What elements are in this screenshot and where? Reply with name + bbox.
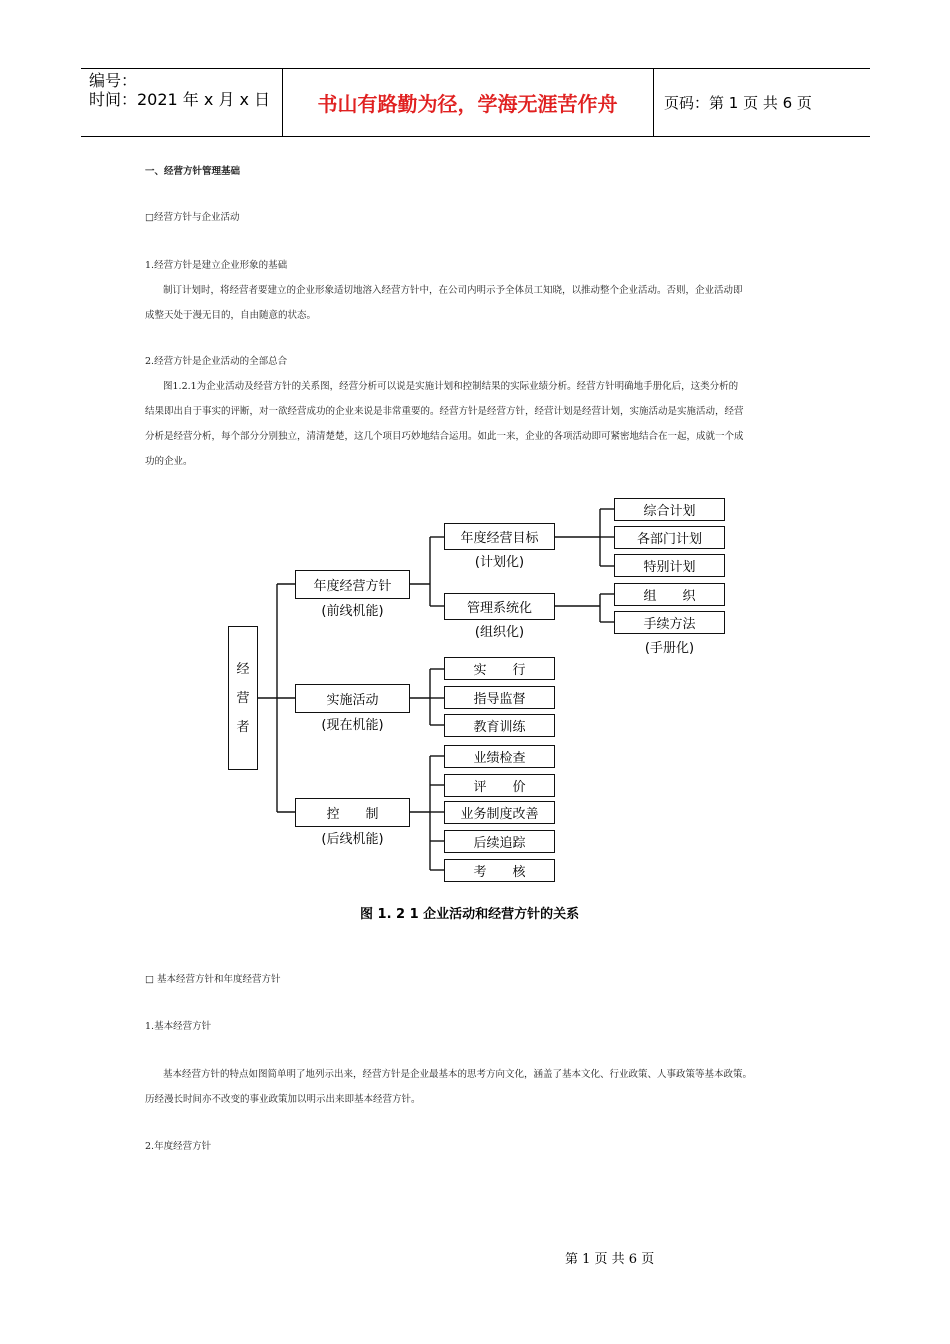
- paragraph-line: 历经漫长时间亦不改变的事业政策加以明示出来即基本经营方针。: [145, 1094, 421, 1105]
- paragraph-title: 2.经营方针是企业活动的全部总合: [145, 356, 288, 367]
- diagram-box-exec-item: 教育训练: [444, 714, 555, 737]
- diagram-sublabel: (前线机能): [321, 604, 384, 619]
- paragraph: [145, 278, 743, 328]
- paragraph-line: 制订计划时，将经营者要建立的企业形象适切地溶入经营方针中，在公司内明示予全体员工知晓，以推动整个企业活动。否则，企业活动即: [163, 285, 743, 296]
- subsection-heading: □ 基本经营方针和年度经营方针: [145, 974, 281, 985]
- diagram-box-management-system: 管理系统化: [444, 593, 555, 620]
- figure-caption: 图 1. 2 1 企业活动和经营方针的关系: [360, 907, 580, 922]
- diagram-box-control-item: 业务制度改善: [444, 801, 555, 824]
- paragraph-line: 分析是经营分析，每个部分分别独立，清清楚楚，这几个项目巧妙地结合运用。如此一来，企业的各项活动即可紧密地结合在一起，成就一个成: [145, 431, 744, 442]
- diagram-box-annual-target: 年度经营目标: [444, 523, 555, 550]
- diagram-box-control: 控 制: [295, 798, 410, 827]
- diagram-root-box: [228, 626, 258, 770]
- diagram-sublabel: (手册化): [644, 641, 695, 656]
- header-meta: [89, 71, 270, 109]
- diagram-box-annual-policy: 年度经营方针: [295, 570, 410, 599]
- diagram-sublabel: (后线机能): [321, 832, 384, 847]
- diagram-box-plan-item: 特别计划: [614, 554, 725, 577]
- diagram-box-exec-item: 实 行: [444, 657, 555, 680]
- diagram-box-control-item: 后续追踪: [444, 830, 555, 853]
- diagram-box-plan-item: 综合计划: [614, 498, 725, 521]
- diagram-sublabel: (计划化): [474, 555, 525, 570]
- paragraph: [145, 1062, 752, 1112]
- diagram-box-control-item: 评 价: [444, 774, 555, 797]
- header-page-number: 页码：第 1 页 共 6 页: [664, 94, 812, 112]
- paragraph-line: 成整天处于漫无目的，自由随意的状态。: [145, 310, 317, 321]
- paragraph-title: 1.经营方针是建立企业形象的基础: [145, 260, 288, 271]
- diagram-root-char: 经: [236, 661, 250, 677]
- header-motto: 书山有路勤为径，学海无涯苦作舟: [317, 92, 618, 116]
- page-footer: 第 1 页 共 6 页: [565, 1252, 655, 1267]
- diagram-root-char: 者: [236, 719, 250, 735]
- diagram-box-control-item: 业绩检查: [444, 745, 555, 768]
- diagram-sublabel: (组织化): [474, 625, 525, 640]
- diagram-box-exec-item: 指导监督: [444, 686, 555, 709]
- paragraph-line: 功的企业。: [145, 456, 193, 467]
- paragraph-line: 结果即出自于事实的评断，对一欲经营成功的企业来说是非常重要的。经营方针是经营方针，经营计划是经营计划，实施活动是实施活动，经营: [145, 406, 744, 417]
- header-number: 编号：: [89, 71, 138, 90]
- diagram-box-control-item: 考 核: [444, 859, 555, 882]
- diagram-box-org-item: 手续方法: [614, 611, 725, 634]
- diagram-sublabel: (现在机能): [321, 718, 384, 733]
- header-divider: [653, 69, 654, 136]
- header-time: 时间：2021 年 x 月 x 日: [89, 90, 271, 109]
- paragraph-line: 基本经营方针的特点如图简单明了地列示出来，经营方针是企业最基本的思考方向文化，涵盖了基本文化、行业政策、人事政策等基本政策。: [163, 1069, 753, 1080]
- diagram-box-plan-item: 各部门计划: [614, 526, 725, 549]
- diagram-box-execution: 实施活动: [295, 684, 410, 713]
- section-title: 一、经营方针管理基础: [145, 166, 241, 177]
- org-diagram: [220, 490, 740, 930]
- paragraph-title: 2.年度经营方针: [145, 1141, 212, 1152]
- paragraph: [145, 374, 744, 474]
- diagram-box-org-item: 组 织: [614, 583, 725, 606]
- paragraph-title: 1.基本经营方针: [145, 1021, 212, 1032]
- subsection-heading: □经营方针与企业活动: [145, 212, 240, 223]
- paragraph-line: 图1.2.1为企业活动及经营方针的关系图，经营分析可以说是实施计划和控制结果的实际业绩分析。经营方针明确地手册化后，这类分析的: [163, 381, 739, 392]
- diagram-root-char: 营: [236, 690, 250, 706]
- page-header: [81, 68, 870, 137]
